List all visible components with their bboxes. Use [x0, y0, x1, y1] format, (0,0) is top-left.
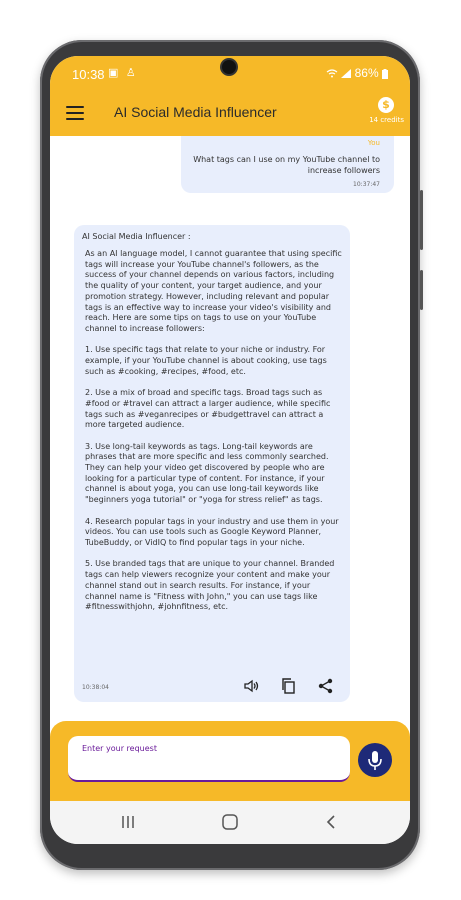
mic-icon: [358, 743, 392, 777]
chat-area[interactable]: [50, 136, 410, 721]
front-camera: [222, 60, 236, 74]
status-right: [326, 66, 388, 80]
signal-icon: [341, 69, 351, 78]
request-input[interactable]: [80, 743, 344, 754]
system-nav-bar: [50, 801, 410, 844]
ai-message-bubble: [74, 225, 350, 702]
app-bar: [50, 92, 410, 136]
power-button: [420, 270, 423, 310]
volume-button: [420, 190, 423, 250]
recent-apps-icon[interactable]: [118, 812, 138, 832]
mic-button[interactable]: [358, 743, 392, 777]
battery-icon: [382, 69, 388, 79]
notification-icons: ▣ ♙: [108, 66, 138, 79]
copy-icon[interactable]: [279, 677, 297, 695]
share-icon[interactable]: [317, 677, 335, 695]
ai-message-time: 10:38:04: [82, 684, 109, 691]
home-icon[interactable]: [220, 812, 240, 832]
user-message-time: 10:37:47: [353, 181, 380, 188]
user-message-bubble: [181, 136, 394, 193]
wifi-icon: [326, 69, 338, 78]
hamburger-menu-icon[interactable]: [66, 106, 84, 120]
speaker-icon[interactable]: [242, 677, 260, 695]
app-title: AI Social Media Influencer: [114, 104, 277, 120]
status-bar: [50, 56, 410, 92]
status-time: 10:38: [72, 67, 105, 82]
user-sender-label: You: [367, 139, 380, 147]
credits-count[interactable]: 14 credits: [369, 116, 404, 124]
coin-icon[interactable]: $: [378, 97, 394, 113]
back-icon[interactable]: [322, 812, 342, 832]
screen: [50, 56, 410, 844]
input-area: [50, 721, 410, 801]
request-input-box[interactable]: [68, 736, 350, 782]
user-message-text: What tags can I use on my YouTube channel to increase followers: [193, 155, 380, 175]
ai-sender-label: AI Social Media Influencer :: [82, 232, 191, 241]
ai-message-text: As an AI language model, I cannot guarantee that using specific tags will increase your YouTube channel's followers, as the success of your channel depends on various factors, including the quality of your content, your target audience, and your promotion strategy. However, including relevant and popular tags is an effective way to increase your video's visibility and reach. Here are some tips on tags to use on your YouTube channel to increase followers: 1. Use specific tags that relate to your niche or industry. For example, if your YouTube channel is about cooking, use tags such as #cooking, #recipes, #food, etc. 2. Use a mix of broad and specific tags. Broad tags such as #food or #travel can attract a larger audience, while specific tags such as #veganrecipes or #budgettravel can attract a more targeted audience. 3. Use long-tail keywords as tags. Long-tail keywords are phrases that are more specific and less commonly searched. They can help your video get discovered by people who are looking for a particular type of content. For instance, if your channel is about yoga, you can use long-tail keywords like "beginners yoga tutorial" or "yoga for stress relief" as tags. 4. Research popular tags in your industry and use them in your videos. You can use tools such as Google Keyword Planner, TubeBuddy, or VidIQ to find popular tags in your niche. 5. Use branded tags that are unique to your channel. Branded tags can help viewers recognize your content and make your channel stand out in search results. For instance, if your channel name is "Fitness with John," you can use tags like #fitnesswithjohn, #johnfitness, etc.: [85, 249, 342, 612]
battery-percent: 86%: [354, 66, 379, 80]
